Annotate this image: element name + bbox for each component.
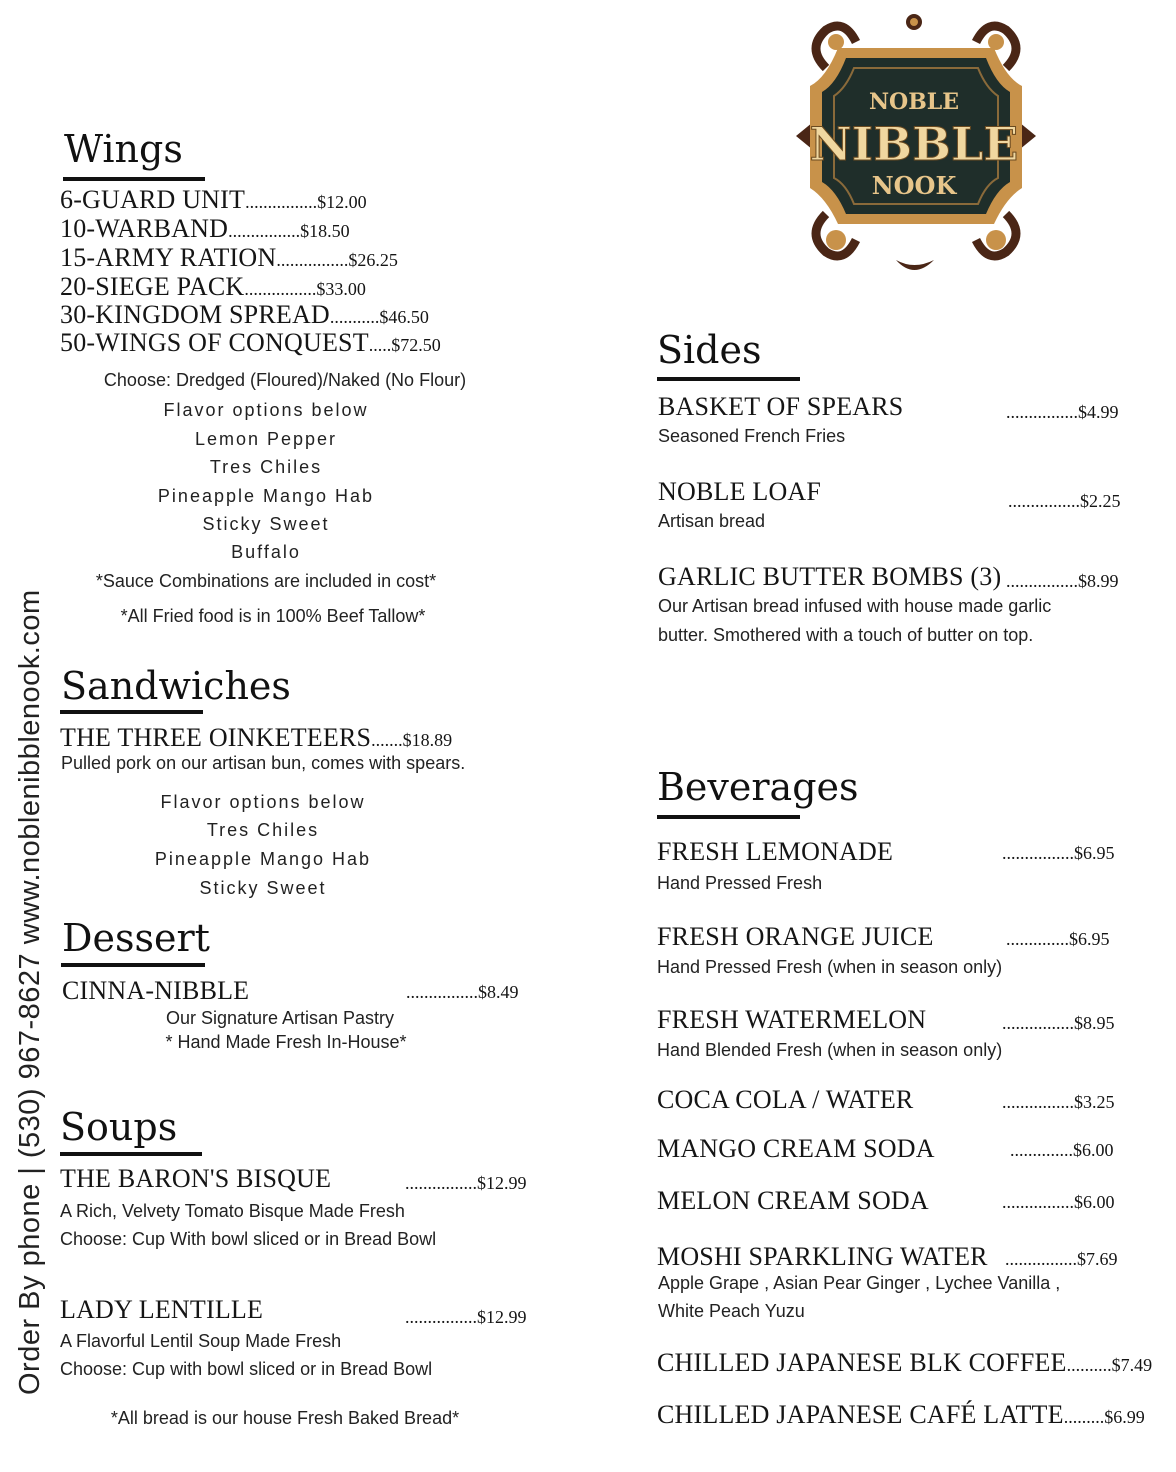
item-price: $6.00 (1074, 1192, 1115, 1212)
item-price: $18.50 (300, 221, 350, 241)
bread-note: *All bread is our house Fresh Baked Bread* (110, 1408, 460, 1428)
item-price: $3.25 (1074, 1092, 1115, 1112)
dessert-description: Our Signature Artisan Pastry (165, 1008, 395, 1028)
item-leader: ................ (1006, 571, 1078, 591)
item-leader: ................ (245, 192, 318, 212)
wings-flavors-title: Flavor options below (163, 400, 369, 420)
soups-heading: Soups (60, 1105, 178, 1149)
item-leader: ................ (1002, 1013, 1074, 1033)
logo-text-line2: NIBBLE (809, 117, 1019, 171)
item-name: FRESH WATERMELON (657, 1005, 927, 1034)
item-price-group (406, 982, 519, 1003)
item-leader: .............. (1010, 1140, 1073, 1160)
item-description: Hand Blended Fresh (when in season only) (657, 1040, 1003, 1060)
item-price: $6.95 (1074, 843, 1115, 863)
sandwiches-heading: Sandwiches (61, 664, 291, 708)
item-description: Apple Grape , Asian Pear Ginger , Lychee Vanilla , (658, 1273, 1061, 1293)
item-leader: ........... (329, 307, 380, 327)
item-description: Our Artisan bread infused with house made garlic (658, 596, 1052, 616)
item-leader: ................ (244, 279, 317, 299)
item-leader: ................ (228, 221, 301, 241)
item-name: COCA COLA / WATER (657, 1085, 914, 1114)
item-price: $6.99 (1104, 1407, 1145, 1427)
sides-rule (657, 377, 800, 381)
item-leader: ....... (371, 730, 403, 750)
item-name: THE THREE OINKETEERS (60, 723, 372, 752)
flavor-option: Lemon Pepper (194, 429, 338, 449)
item-description: butter. Smothered with a touch of butter on top. (658, 625, 1034, 645)
flavor-option: Tres Chiles (209, 457, 323, 477)
item-price-group (1002, 1192, 1115, 1213)
item-price-group (1010, 1140, 1114, 1161)
flavor-option: Tres Chiles (206, 820, 320, 840)
menu-item-row (60, 243, 398, 273)
item-price: $18.89 (402, 730, 453, 750)
item-leader: ................ (406, 982, 478, 1002)
item-price-group (1006, 929, 1110, 950)
item-leader: ................ (405, 1307, 477, 1327)
sides-heading: Sides (657, 328, 762, 372)
item-price-group (1008, 491, 1121, 512)
item-price: $8.49 (478, 982, 519, 1002)
item-price: $4.99 (1078, 402, 1119, 422)
tallow-note: *All Fried food is in 100% Beef Tallow* (120, 606, 426, 626)
item-description: White Peach Yuzu (658, 1301, 805, 1321)
dessert-heading: Dessert (62, 916, 210, 960)
item-name: 10-WARBAND (60, 214, 229, 243)
logo-emblem (796, 8, 1036, 274)
wings-choose-note: Choose: Dredged (Floured)/Naked (No Flour) (103, 370, 467, 390)
item-description: Hand Pressed Fresh (when in season only) (657, 957, 1003, 977)
logo-crest-icon (796, 8, 1036, 274)
soups-rule (60, 1152, 202, 1156)
sauce-note: *Sauce Combinations are included in cost* (95, 571, 437, 591)
item-name: 30-KINGDOM SPREAD (60, 300, 330, 329)
item-leader: ................ (1002, 1192, 1074, 1212)
item-name: FRESH LEMONADE (657, 837, 894, 866)
logo-text-line1: NOBLE (868, 89, 960, 115)
item-leader: ................ (405, 1173, 477, 1193)
menu-item-row (60, 272, 366, 302)
item-leader: ..... (368, 335, 392, 355)
item-price: $12.00 (317, 192, 367, 212)
wings-rule (63, 177, 205, 181)
item-price: $2.25 (1080, 491, 1121, 511)
sandwich-flavors-title: Flavor options below (160, 792, 366, 812)
menu-item-row (60, 185, 367, 215)
flavor-option: Pineapple Mango Hab (154, 849, 372, 869)
item-leader: ................ (1006, 402, 1078, 422)
item-name: CHILLED JAPANESE CAFÉ LATTE (657, 1400, 1064, 1429)
dessert-note: * Hand Made Fresh In-House* (165, 1032, 407, 1052)
sandwiches-rule (60, 710, 203, 714)
item-description: Choose: Cup With bowl sliced or in Bread Bowl (60, 1229, 437, 1249)
item-price-group (1002, 1092, 1115, 1113)
item-description: Artisan bread (658, 511, 766, 531)
item-price: $8.95 (1074, 1013, 1115, 1033)
item-name: 50-WINGS OF CONQUEST (60, 328, 369, 357)
item-price-group (1002, 843, 1115, 864)
flavor-option: Sticky Sweet (202, 514, 330, 534)
item-name: MOSHI SPARKLING WATER (657, 1242, 988, 1271)
menu-item-row (60, 300, 429, 330)
item-price: $8.99 (1078, 571, 1119, 591)
item-description: Hand Pressed Fresh (657, 873, 823, 893)
item-description: Seasoned French Fries (658, 426, 846, 446)
item-leader: ................ (276, 250, 349, 270)
item-name: BASKET OF SPEARS (658, 392, 904, 421)
item-name: LADY LENTILLE (60, 1295, 264, 1324)
item-name: MANGO CREAM SODA (657, 1134, 935, 1163)
menu-item-row (60, 214, 350, 244)
flavor-option: Pineapple Mango Hab (157, 486, 375, 506)
item-name: 15-ARMY RATION (60, 243, 277, 272)
item-price-group (405, 1173, 527, 1194)
item-name: CINNA-NIBBLE (62, 976, 250, 1005)
dessert-rule (61, 963, 205, 967)
item-name: FRESH ORANGE JUICE (657, 922, 934, 951)
item-leader: .............. (1006, 929, 1069, 949)
item-leader: ................ (1002, 1092, 1074, 1112)
item-name: MELON CREAM SODA (657, 1186, 929, 1215)
item-price: $33.00 (316, 279, 366, 299)
menu-item-row (60, 723, 452, 753)
item-price-group (1002, 1013, 1115, 1034)
flavor-option: Sticky Sweet (199, 878, 327, 898)
logo-text-line3: NOOK (871, 171, 957, 200)
item-price: $12.99 (477, 1173, 527, 1193)
item-price: $7.49 (1111, 1355, 1153, 1375)
item-price: $6.95 (1069, 929, 1110, 949)
item-price-group (405, 1307, 527, 1328)
item-price: $6.00 (1073, 1140, 1114, 1160)
sandwich-description: Pulled pork on our artisan bun, comes with spears. (61, 753, 466, 773)
item-price: $26.25 (348, 250, 398, 270)
item-name: GARLIC BUTTER BOMBS (3) (658, 562, 1002, 591)
item-name: 6-GUARD UNIT (60, 185, 246, 214)
item-price: $46.50 (379, 307, 429, 327)
item-leader: .......... (1066, 1355, 1112, 1375)
wings-heading: Wings (64, 127, 183, 171)
item-price: $7.69 (1077, 1249, 1118, 1269)
menu-item-row (60, 328, 441, 358)
item-leader: ................ (1002, 843, 1074, 863)
item-price-group (1006, 402, 1119, 423)
item-leader: ................ (1008, 491, 1080, 511)
item-leader: ......... (1063, 1407, 1105, 1427)
menu-item-row (657, 1400, 1145, 1430)
menu-item-row (657, 1348, 1152, 1378)
item-price: $72.50 (391, 335, 441, 355)
beverages-rule (657, 815, 800, 819)
beverages-heading: Beverages (657, 765, 859, 809)
item-description: A Flavorful Lentil Soup Made Fresh (60, 1331, 342, 1351)
item-name: THE BARON'S BISQUE (60, 1164, 332, 1193)
item-price-group (1005, 1249, 1118, 1270)
item-description: A Rich, Velvety Tomato Bisque Made Fresh (60, 1201, 405, 1221)
item-price: $12.99 (477, 1307, 527, 1327)
item-price-group (1006, 571, 1119, 592)
item-leader: ................ (1005, 1249, 1077, 1269)
item-name: 20-SIEGE PACK (60, 272, 245, 301)
item-name: CHILLED JAPANESE BLK COFFEE (657, 1348, 1067, 1377)
item-name: NOBLE LOAF (658, 477, 822, 506)
flavor-option: Buffalo (231, 542, 301, 562)
item-description: Choose: Cup with bowl sliced or in Bread Bowl (60, 1359, 433, 1379)
side-order-banner: Order By phone | (530) 967-8627 www.noblenibblenook.com (14, 589, 46, 1395)
